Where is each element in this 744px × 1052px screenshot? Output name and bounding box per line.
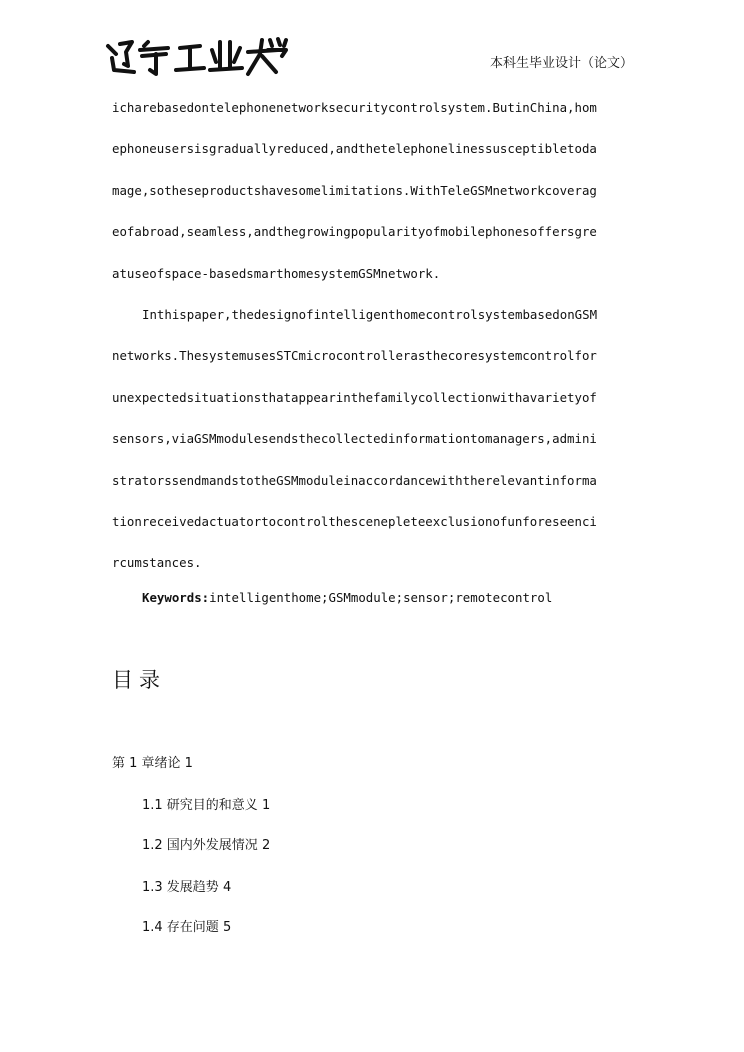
abstract-line: networks.ThesystemusesSTCmicrocontrollerasthecoresystemcontrolfor <box>112 348 597 364</box>
keywords-line <box>142 590 552 605</box>
abstract-line: rcumstances. <box>112 555 202 571</box>
university-logo <box>104 36 288 78</box>
toc-item-1-3[interactable]: 1.3 发展趋势 4 <box>142 880 232 895</box>
abstract-line: unexpectedsituationsthatappearinthefamilycollectionwithavarietyof <box>112 389 597 405</box>
abstract-line: icharebasedontelephonenetworksecuritycontrolsystem.ButinChina,hom <box>112 100 597 115</box>
keywords-text: intelligenthome;GSMmodule;sensor;remotecontrol <box>209 590 553 605</box>
abstract-section <box>112 98 632 595</box>
abstract-line: tionreceivedactuatortocontrolthescenepleteexclusionofunforeseenci <box>112 513 597 529</box>
abstract-line: atuseofspace-basedsmarthomesystemGSMnetwork. <box>112 265 441 281</box>
keywords-label: Keywords: <box>142 590 210 605</box>
page-header <box>0 0 744 96</box>
toc-item-chapter-1[interactable]: 第 1 章绪论 1 <box>112 756 193 771</box>
abstract-line: ephoneusersisgraduallyreduced,andthetelephonelinessusceptibletoda <box>112 141 597 157</box>
toc-title: 目录 <box>112 668 166 692</box>
toc-item-1-2[interactable]: 1.2 国内外发展情况 2 <box>142 838 271 853</box>
toc-item-1-4[interactable]: 1.4 存在问题 5 <box>142 920 232 935</box>
abstract-line: Inthispaper,thedesignofintelligenthomecontrolsystembasedonGSM <box>142 306 598 322</box>
toc-item-1-1[interactable]: 1.1 研究目的和意义 1 <box>142 798 271 813</box>
document-type-label: 本科生毕业设计（论文） <box>490 56 634 71</box>
abstract-line: eofabroad,seamless,andthegrowingpopularityofmobilephonesoffersgre <box>112 224 597 240</box>
abstract-line: mage,sotheseproductshavesomelimitations.WithTeleGSMnetworkcoverag <box>112 182 597 198</box>
abstract-line: stratorssendmandstotheGSMmoduleinaccordancewiththerelevantinforma <box>112 472 597 488</box>
abstract-line: sensors,viaGSMmodulesendsthecollectedinformationtomanagers,admini <box>112 431 597 447</box>
